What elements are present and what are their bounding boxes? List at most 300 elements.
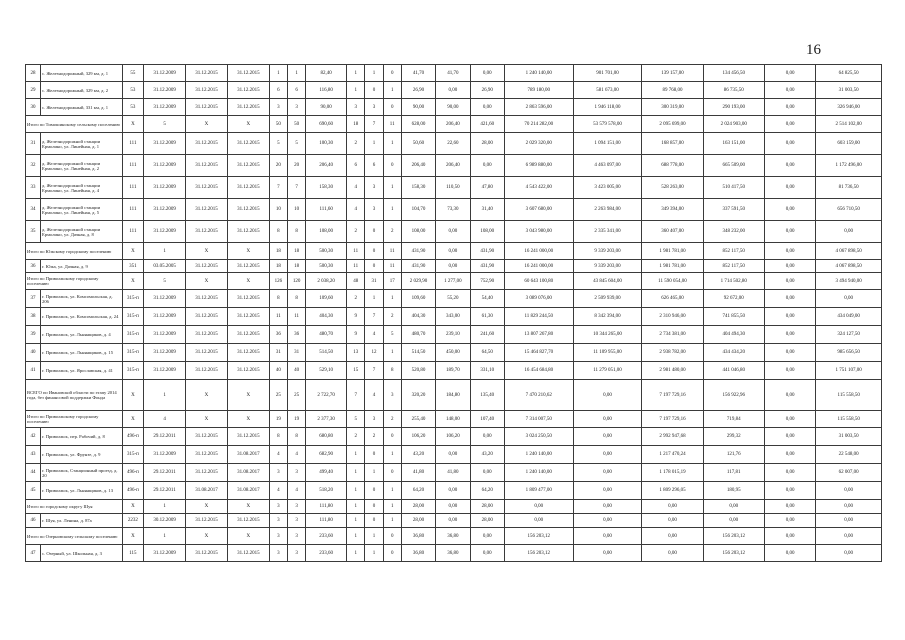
table-cell: 64,50 [470,344,504,362]
table-cell: 31.12.2009 [144,545,186,562]
table-cell: 480,70 [306,326,347,344]
table-cell: 626 465,00 [642,290,703,308]
table-cell: 31.12.2015 [227,362,269,380]
table-cell: 0,00 [764,500,816,514]
table-cell: 135,40 [470,380,504,411]
table-cell: 168 857,00 [642,133,703,155]
table-row [26,82,882,99]
table-cell: 2 509 939,00 [573,290,642,308]
table-cell: г. Приволжск, ул. Льнянщиков, д. 15 [41,344,123,362]
table-cell: 62 007,00 [816,464,882,482]
table-cell: 18 [347,116,365,133]
table-cell: 315-п [122,446,143,464]
table-cell: 50,60 [401,133,435,155]
table-cell: 31.12.2015 [227,308,269,326]
table-cell: 1 [383,344,401,362]
table-cell: 1 946 118,00 [573,99,642,116]
table-cell: 31.12.2015 [227,326,269,344]
subtotal-label: Итого по городскому округу Шуя [26,500,123,514]
table-cell: 2 [347,221,365,243]
table-cell: 86 735,50 [703,82,764,99]
table-cell: 44 [26,464,41,482]
table-cell: 343,00 [436,308,470,326]
table-cell: с. Озерный, ул. Школьная, д. 3 [41,545,123,562]
subtotal-label: Итого по Озерновскому сельскому поселению [26,528,123,545]
table-cell: X [186,116,228,133]
table-cell: 0,00 [573,500,642,514]
table-cell: 496-п [122,464,143,482]
table-cell: 3 [269,464,287,482]
table-cell: 156 203,12 [504,528,573,545]
table-cell: 55 [122,65,143,82]
table-cell: 0,00 [764,82,816,99]
table-cell: г. Южа, ул. Дачная, д. 9 [41,260,123,273]
table-cell: 16 241 000,00 [504,260,573,273]
table-cell: 3 [365,199,383,221]
table-cell: 349 394,00 [642,199,703,221]
table-cell: 3 024 250,50 [504,428,573,446]
table-cell: 29.12.2011 [144,464,186,482]
table-cell: 31.12.2015 [186,82,228,99]
table-cell: 18 [288,243,306,260]
table-cell: 315-п [122,344,143,362]
table-cell: 9 339 203,00 [573,260,642,273]
table-cell: 11 829 244,50 [504,308,573,326]
table-cell: 31.12.2009 [144,221,186,243]
table-cell: 180,95 [703,482,764,500]
table-cell: 15 464 827,70 [504,344,573,362]
table-cell: 36,80 [401,545,435,562]
table-cell: 28,00 [470,500,504,514]
table-cell: 3 [269,500,287,514]
table-cell: 0,00 [764,99,816,116]
table-cell: 1 [144,380,186,411]
table-cell: 0,00 [816,528,882,545]
table-cell: X [186,411,228,428]
table-cell: 110,50 [436,177,470,199]
table-cell: 37 [26,290,41,308]
table-cell: 581 673,00 [573,82,642,99]
table-cell: 31.08.2017 [186,482,228,500]
table-cell: X [122,500,143,514]
table-cell: 1 217 470,24 [642,446,703,464]
table-cell: 111 [122,177,143,199]
table-cell: д. Железнодорожной станции Ермолино, ул. Дачная, д. 8 [41,221,123,243]
table-cell: 0,00 [816,500,882,514]
table-cell: 8 [288,428,306,446]
table-cell: 2 938 782,00 [642,344,703,362]
table-cell: 206,40 [401,155,435,177]
table-cell: 1 981 781,00 [642,243,703,260]
table-cell: 6 [347,155,365,177]
table-cell: 31.12.2015 [186,290,228,308]
subtotal-row [26,273,882,290]
table-cell: 2 981 480,00 [642,362,703,380]
table-cell: 41 [26,362,41,380]
table-cell: 2 [383,308,401,326]
table-cell: 90,00 [306,99,347,116]
table-cell: 233,60 [306,528,347,545]
table-cell: 520,80 [401,362,435,380]
table-cell: 1 [144,243,186,260]
table-cell: 300 319,00 [642,99,703,116]
table-cell: 46 [26,514,41,528]
table-cell: 55,20 [436,290,470,308]
table-cell: 0 [383,528,401,545]
table-cell: 31.12.2015 [227,99,269,116]
table-cell: 108,00 [470,221,504,243]
table-cell: 31.12.2015 [186,177,228,199]
table-cell: 1 [383,82,401,99]
table-row [26,177,882,199]
table-cell: 11 [269,308,287,326]
table-cell: 1 [347,500,365,514]
table-cell: 100,30 [306,133,347,155]
table-cell: 64 825,50 [816,65,882,82]
table-cell: 106,20 [401,428,435,446]
table-cell: 9 [347,308,365,326]
table-cell: 2 095 699,00 [642,116,703,133]
table-cell: 31 [288,344,306,362]
table-cell: 31.12.2009 [144,65,186,82]
table-cell: 43,20 [470,446,504,464]
table-cell: 3 [365,99,383,116]
table-cell: 2 [347,428,365,446]
table-cell: 0,00 [764,380,816,411]
table-cell: 11 590 054,00 [642,273,703,290]
table-cell: 1 981 781,00 [642,260,703,273]
table-cell: 36,80 [436,528,470,545]
table-cell: 41,80 [436,464,470,482]
table-cell: 7 [365,362,383,380]
table-cell: 0,00 [573,411,642,428]
table-cell: 0,00 [764,273,816,290]
table-cell: 0,00 [816,545,882,562]
table-cell: 158,30 [401,177,435,199]
table-cell: 31.12.2015 [186,428,228,446]
table-cell: 315-п [122,362,143,380]
table-cell: 682,90 [306,446,347,464]
table-cell: 3 [347,99,365,116]
table-cell: 60 643 100,80 [504,273,573,290]
table-cell: 43 845 604,00 [573,273,642,290]
table-cell: 0,00 [436,243,470,260]
table-cell: 2 734 381,00 [642,326,703,344]
table-row [26,221,882,243]
table-cell: 2 029,90 [401,273,435,290]
table-cell: 18 [288,260,306,273]
table-cell: 89 768,00 [642,82,703,99]
table-cell: 789 180,00 [504,82,573,99]
table-cell: 0,00 [470,545,504,562]
table-cell: 108,00 [306,221,347,243]
table-cell: 450,00 [436,344,470,362]
table-cell: 431,90 [401,243,435,260]
table-cell: X [122,273,143,290]
table-cell: 500,30 [306,243,347,260]
table-cell: 7 314 007,50 [504,411,573,428]
table-cell: с. Железнодорожный, 331 км, д. 1 [41,99,123,116]
table-row [26,545,882,562]
table-cell: 1 240 140,00 [504,446,573,464]
table-cell: 10 344 265,00 [573,326,642,344]
table-row [26,133,882,155]
table-cell: 1 809 296,05 [642,482,703,500]
table-cell: 2 514 102,00 [816,116,882,133]
table-cell: 28,00 [401,514,435,528]
table-cell: 3 043 980,00 [504,221,573,243]
table-cell: 11 [383,116,401,133]
table-cell: 111,80 [306,500,347,514]
table-cell: д. Железнодорожной станции Ермолино, ул. Линейная, д. 1 [41,133,123,155]
table-cell: 31.12.2015 [186,199,228,221]
table-cell: 0,00 [703,500,764,514]
table-cell: 315-п [122,290,143,308]
table-cell: 4 [144,411,186,428]
table-cell: 0,00 [436,221,470,243]
table-cell: 33 [26,177,41,199]
table-cell: 1 714 502,80 [703,273,764,290]
table-cell: 11 279 051,00 [573,362,642,380]
table-cell: 7 [347,380,365,411]
table-cell: 31.12.2009 [144,362,186,380]
table-cell: 528 263,00 [642,177,703,199]
table-cell: 20 [269,155,287,177]
table-cell: 0 [365,514,383,528]
table-cell: 514,50 [306,344,347,362]
table-cell: 31 [26,133,41,155]
table-cell: 0,00 [764,116,816,133]
table-cell: X [227,273,269,290]
table-cell: 31.12.2009 [144,344,186,362]
table-cell: 320,20 [401,380,435,411]
table-cell: 351 [122,260,143,273]
table-cell: 2 863 596,00 [504,99,573,116]
table-cell: 31.12.2015 [227,65,269,82]
table-cell: 121,76 [703,446,764,464]
table-cell: 0 [383,155,401,177]
table-cell: 0,00 [436,482,470,500]
table-row [26,464,882,482]
table-cell: 985 656,50 [816,344,882,362]
table-cell: 0,00 [573,446,642,464]
table-cell: 434 434,20 [703,344,764,362]
table-cell: 0,00 [764,446,816,464]
table-cell: 496-п [122,428,143,446]
table-cell: 1 277,00 [436,273,470,290]
table-cell: 0,00 [764,65,816,82]
table-cell: 348 232,00 [703,221,764,243]
table-cell: 1 178 015,19 [642,464,703,482]
table-cell: 3 [288,528,306,545]
table-cell: 31.12.2015 [186,362,228,380]
table-cell: 239,10 [436,326,470,344]
table-cell: 2 [347,133,365,155]
table-cell: 32 [26,155,41,177]
subtotal-row [26,500,882,514]
table-cell: 31.12.2015 [227,155,269,177]
table-cell: г. Приволжск, ул. Комсомольская, д. 206 [41,290,123,308]
table-cell: 719,84 [703,411,764,428]
subtotal-row [26,528,882,545]
table-cell: 11 [288,308,306,326]
table-cell: 31.12.2009 [144,155,186,177]
table-cell: 1 [347,514,365,528]
table-cell: 5 [144,116,186,133]
subtotal-label: Итого по Приволжскому городскому поселению [26,411,123,428]
table-cell: 9 [347,326,365,344]
table-cell: 22 548,00 [816,446,882,464]
table-cell: 480,70 [401,326,435,344]
table-cell: 290 193,00 [703,99,764,116]
table-cell: X [122,411,143,428]
table-cell: 1 [288,65,306,82]
table-cell: 31.12.2015 [227,177,269,199]
table-cell: 0 [365,260,383,273]
table-cell: 31.12.2015 [186,155,228,177]
table-cell: 404,30 [306,308,347,326]
table-row [26,290,882,308]
table-cell: 31.08.2017 [227,482,269,500]
table-cell: 03.05.2005 [144,260,186,273]
table-cell: 6 [269,82,287,99]
table-cell: 0,00 [764,260,816,273]
table-cell: 13 [347,344,365,362]
table-cell: 5 [288,133,306,155]
table-cell: 1 [383,500,401,514]
table-cell: 29.12.2011 [144,428,186,446]
table-cell: 156 203,12 [504,545,573,562]
table-cell: 3 [288,500,306,514]
table-cell: X [227,380,269,411]
table-cell: 1 [365,528,383,545]
table-cell: 0,00 [764,362,816,380]
table-cell: 28 [26,65,41,82]
table-cell: 111,80 [306,514,347,528]
table-cell: 3 423 005,00 [573,177,642,199]
table-cell: 20 [288,155,306,177]
table-cell: 6 [288,82,306,99]
table-cell: 752,90 [470,273,504,290]
table-cell: 31.12.2015 [227,428,269,446]
table-cell: 0,00 [764,428,816,446]
table-cell: 603 159,00 [816,133,882,155]
table-cell: 28,00 [470,514,504,528]
table-cell: 315-п [122,326,143,344]
table-cell: 8 [288,290,306,308]
table-cell: 2 [383,221,401,243]
table-cell: 10 [269,199,287,221]
table-cell: 0,00 [764,411,816,428]
table-cell: 31.12.2009 [144,326,186,344]
table-cell: 5 [269,133,287,155]
page-number: 16 [806,42,821,58]
table-cell: 115 [122,545,143,562]
table-cell: 184,80 [436,380,470,411]
table-cell: 31.12.2015 [186,545,228,562]
table-cell: 0,00 [764,155,816,177]
table-cell: 0,00 [436,500,470,514]
table-cell: 18 [269,260,287,273]
table-cell: 11 [347,260,365,273]
table-cell: 81 736,50 [816,177,882,199]
table-cell: 3 [288,464,306,482]
table-cell: X [186,528,228,545]
table-cell: 111 [122,133,143,155]
table-cell: 109,60 [401,290,435,308]
table-cell: 299,32 [703,428,764,446]
table-cell: 1 [383,199,401,221]
table-cell: 3 089 076,00 [504,290,573,308]
table-cell: 0 [383,428,401,446]
table-cell: 1 [365,464,383,482]
table-cell: 0,00 [764,528,816,545]
table-row [26,362,882,380]
table-cell: 38 [26,308,41,326]
table-cell: 431,90 [401,260,435,273]
table-cell: 0,00 [504,514,573,528]
table-cell: 324 127,50 [816,326,882,344]
table-cell: 31.12.2015 [227,221,269,243]
table-cell: 11 [383,243,401,260]
table-cell: 3 [288,514,306,528]
table-cell: 3 [269,528,287,545]
table-cell: 148,00 [436,411,470,428]
table-cell: 90,00 [436,99,470,116]
table-cell: 0,00 [764,326,816,344]
table-cell: X [186,500,228,514]
table-cell: 111 [122,199,143,221]
table-cell: 31.12.2015 [227,514,269,528]
table-cell: 92 672,00 [703,290,764,308]
table-cell: 53 [122,82,143,99]
table-cell: 1 [383,290,401,308]
table-cell: 25 [269,380,287,411]
table-cell: 360 407,00 [642,221,703,243]
table-row [26,260,882,273]
table-cell: 10 [288,199,306,221]
table-cell: 0,00 [573,464,642,482]
table-cell: 0,00 [573,482,642,500]
table-cell: 3 [365,411,383,428]
subtotal-row [26,411,882,428]
table-cell: 30 [26,99,41,116]
table-cell: 7 [269,177,287,199]
table-row [26,326,882,344]
subtotal-label: Итого по Южскому городскому поселению [26,243,123,260]
table-cell: 1 [347,82,365,99]
table-cell: 0,00 [764,545,816,562]
subtotal-row [26,243,882,260]
table-cell: 0,00 [816,290,882,308]
table-cell: 31.12.2015 [227,290,269,308]
table-cell: 31.12.2015 [227,260,269,273]
table-cell: 31.12.2009 [144,199,186,221]
table-cell: 1 [383,514,401,528]
table-cell: 434 049,00 [816,308,882,326]
table-cell: 31.12.2015 [227,199,269,221]
table-cell: X [122,528,143,545]
table-cell: 16 454 684,80 [504,362,573,380]
housing-program-table [25,64,882,562]
table-cell: 206,40 [436,116,470,133]
table-cell: 1 [383,177,401,199]
table-cell: 0,00 [764,308,816,326]
table-cell: 9 339 203,00 [573,243,642,260]
table-cell: 31.12.2015 [186,464,228,482]
table-cell: 3 [269,514,287,528]
table-cell: 2 029 320,00 [504,133,573,155]
